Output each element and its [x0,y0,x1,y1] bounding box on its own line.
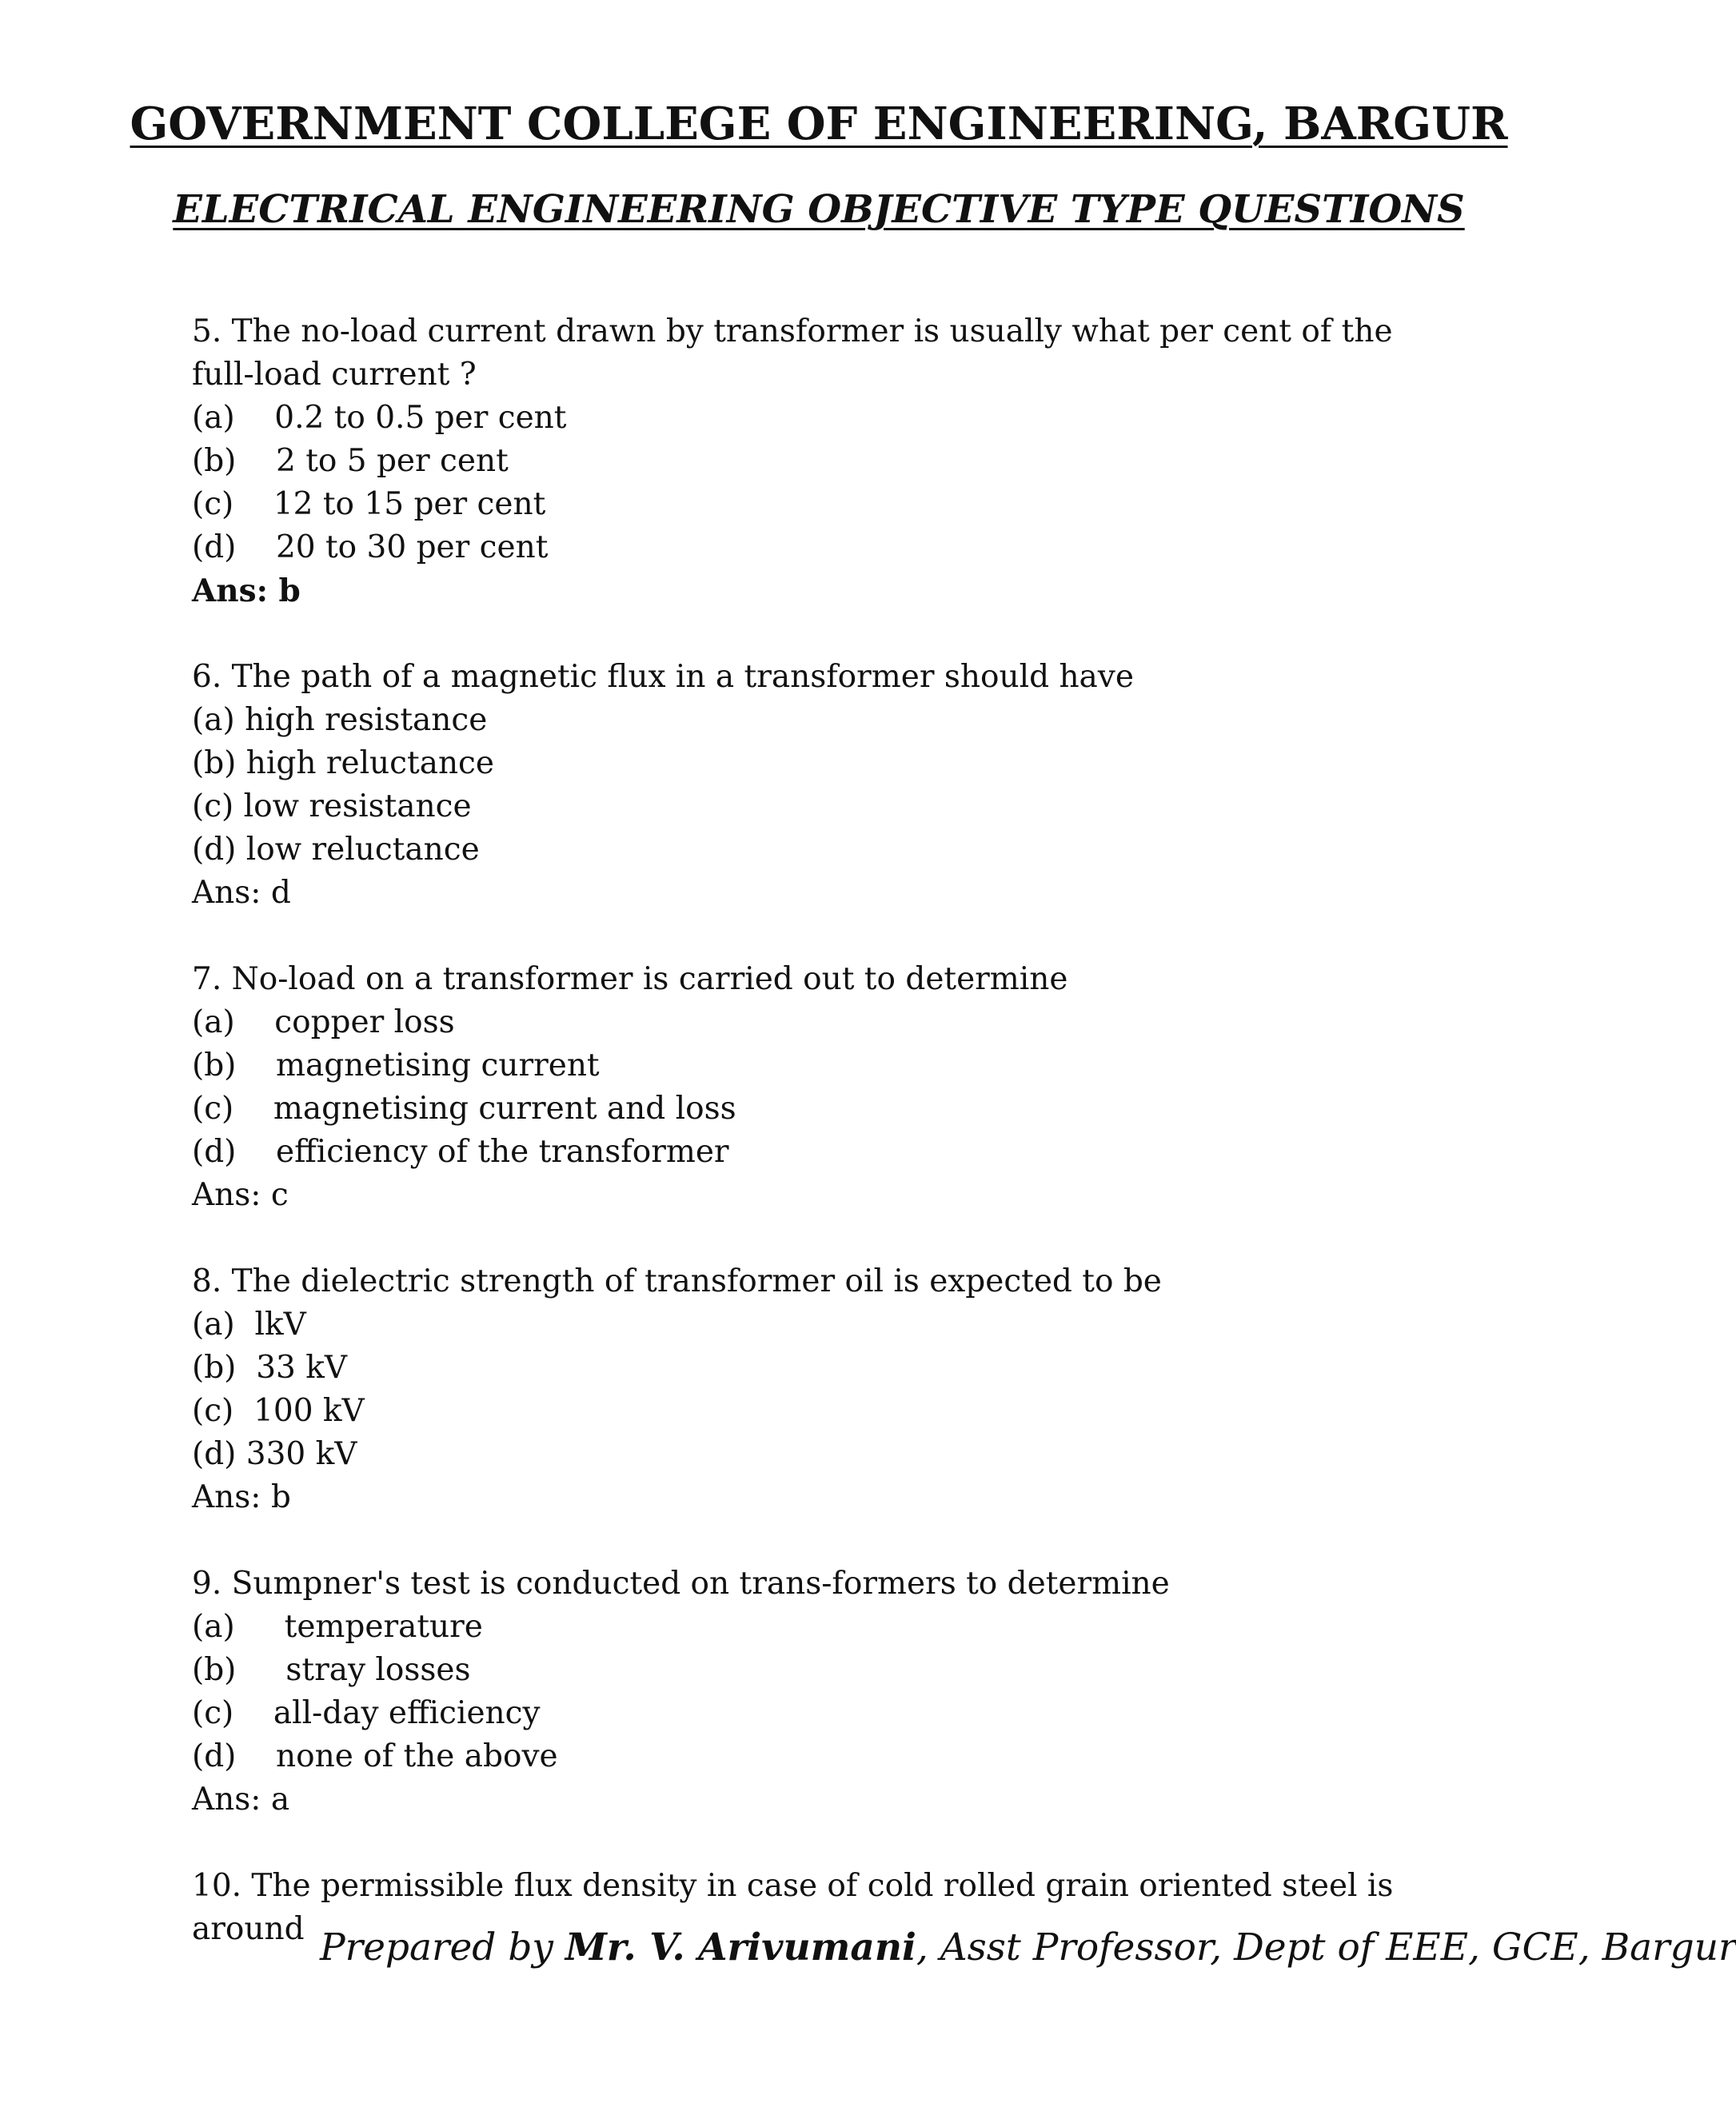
author-name: Mr. V. Arivumani [565,1925,916,1969]
option-a: (a) temperature [192,1609,483,1645]
question-text: 7. No-load on a transformer is carried out to determine [192,961,1068,997]
option-b: (b) high reluctance [192,745,494,781]
footer-prefix: Prepared by [320,1925,565,1969]
option-d: (d) none of the above [192,1738,558,1774]
document-subtitle: ELECTRICAL ENGINEERING OBJECTIVE TYPE QUESTIONS [173,187,1465,232]
option-c: (c) low resistance [192,788,472,824]
option-a: (a) 0.2 to 0.5 per cent [192,400,567,436]
option-a: (a) lkV [192,1307,306,1343]
option-b: (b) magnetising current [192,1048,600,1083]
question-text: 5. The no-load current drawn by transformer is usually what per cent of the full-load current ? [192,313,1393,393]
answer: Ans: b [192,573,301,609]
option-d: (d) low reluctance [192,832,480,868]
answer: Ans: d [192,875,291,911]
question-7 [192,958,1439,1217]
option-c: (c) 100 kV [192,1393,365,1429]
option-a: (a) high resistance [192,702,488,738]
option-c: (c) all-day efficiency [192,1695,541,1731]
option-a: (a) copper loss [192,1004,455,1040]
footer-credit [320,1925,1736,1969]
question-list [192,310,1439,1994]
answer: Ans: b [192,1479,291,1515]
question-9 [192,1562,1439,1822]
option-d: (d) 20 to 30 per cent [192,529,549,565]
question-5 [192,310,1439,613]
option-d: (d) efficiency of the transformer [192,1134,729,1170]
option-b: (b) 2 to 5 per cent [192,443,509,479]
question-text: 10. The permissible flux density in case of cold rolled grain oriented steel is around [192,1868,1394,1947]
question-text: 9. Sumpner's test is conducted on trans-formers to determine [192,1566,1170,1602]
footer-suffix: , Asst Professor, Dept of EEE, GCE, Bargur [916,1925,1736,1969]
answer: Ans: a [192,1782,290,1818]
question-8 [192,1260,1439,1519]
option-d: (d) 330 kV [192,1436,357,1472]
answer: Ans: c [192,1177,289,1213]
option-c: (c) magnetising current and loss [192,1091,736,1127]
question-text: 8. The dielectric strength of transformer oil is expected to be [192,1263,1162,1299]
option-b: (b) 33 kV [192,1350,348,1386]
question-6 [192,656,1439,915]
document-title: GOVERNMENT COLLEGE OF ENGINEERING, BARGUR [130,98,1508,150]
option-c: (c) 12 to 15 per cent [192,486,546,522]
option-b: (b) stray losses [192,1652,471,1688]
question-text: 6. The path of a magnetic flux in a transformer should have [192,659,1134,695]
